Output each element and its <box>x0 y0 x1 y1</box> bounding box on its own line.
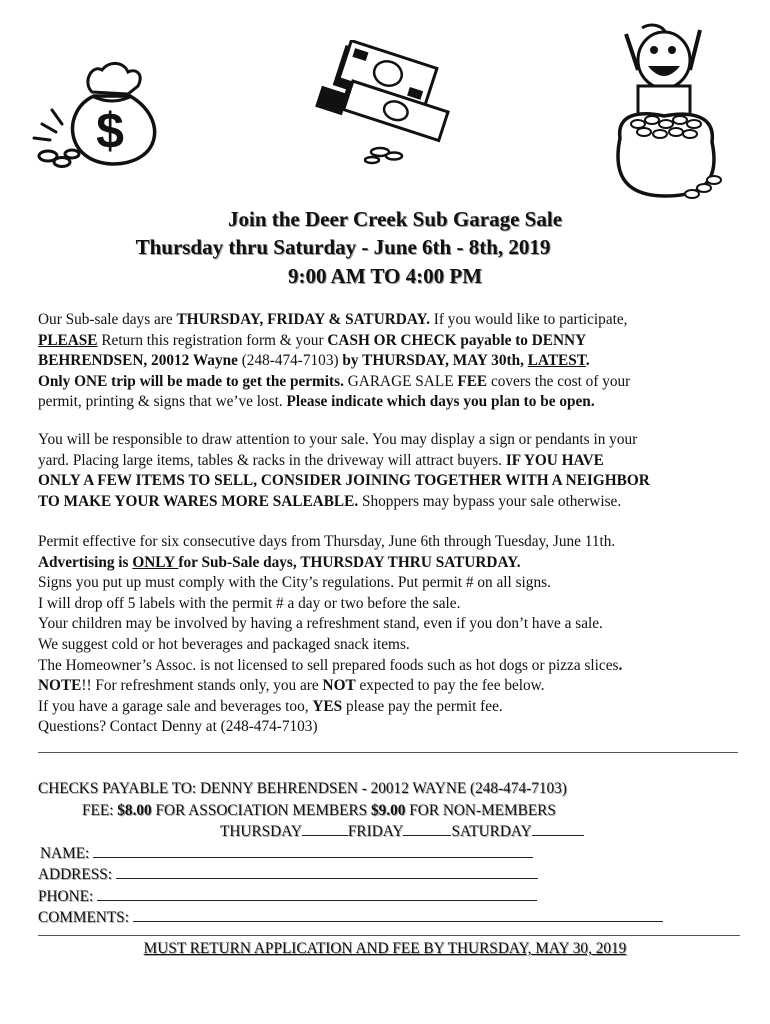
title-line-2: Thursday thru Saturday - June 6th - 8th, 2019 <box>135 235 551 259</box>
phone-field[interactable] <box>97 886 537 901</box>
return-deadline-notice: MUST RETURN APPLICATION AND FEE BY THURSDAY, MAY 30, 2019 <box>143 940 627 957</box>
friday-blank[interactable] <box>403 821 451 836</box>
day-thursday-label: THURSDAY <box>220 823 302 840</box>
divider-line-bottom <box>38 935 740 936</box>
cash-stacks-icon <box>300 40 470 165</box>
checks-payable-line: CHECKS PAYABLE TO: DENNY BEHRENDSEN - 20012 WAYNE (248-474-7103) <box>38 780 567 797</box>
address-row <box>38 864 748 886</box>
happy-man-money-bag-icon <box>608 20 728 202</box>
name-label: NAME: <box>40 844 94 862</box>
address-field[interactable] <box>116 864 538 879</box>
fee-line: FEE: $8.00 FOR ASSOCIATION MEMBERS $9.00 FOR NON-MEMBERS <box>82 801 556 819</box>
phone-label: PHONE: <box>38 887 98 905</box>
saturday-blank[interactable] <box>532 821 584 836</box>
attention-paragraph: You will be responsible to draw attention to your sale. You may display a sign or pendants in your yard. Placing large items, tables & racks in the driveway will attract buyers. IF YOU HAVE ONLY A FEW ITEMS TO SELL, CONSIDER JOINING TOGETHER WITH A NEIGHBOR TO MAKE YOUR WARES MORE SALEABLE. Shoppers may bypass your sale otherwise. <box>38 431 650 510</box>
thursday-blank[interactable] <box>302 821 348 836</box>
rules-paragraph: Permit effective for six consecutive days from Thursday, June 6th through Tuesday, June 11th. Advertising is ONLY for Sub-Sale days, THURSDAY THRU SATURDAY. Signs you put up must comply with the City’s regulations. Put permit # on all signs. I will drop off 5 labels with the permit # a day or two before the sale. Your children may be involved by having a refreshment stand, even if you don’t have a sale. We suggest cold or hot beverages and packaged snack items. The Homeowner’s Assoc. is not licensed to sell prepared foods such as hot dogs or pizza slices. NOTE!! For refreshment stands only, you are NOT expected to pay the fee below. If you have a garage sale and beverages too, YES please pay the permit fee. Questions? Contact Denny at (248-474-7103) <box>38 533 623 736</box>
title-line-1: Join the Deer Creek Sub Garage Sale <box>227 207 563 231</box>
title-line-3: 9:00 AM TO 4:00 PM <box>287 264 483 288</box>
intro-paragraph: Our Sub-sale days are THURSDAY, FRIDAY & SATURDAY. If you would like to participate, PLEASE Return this registration form & your CASH OR CHECK payable to DENNY BEHRENDSEN, 20012 Wayne (248-474-7103) by THURSDAY, MAY 30th, LATEST. Only ONE trip will be made to get the permits. GARAGE SALE FEE covers the cost of your permit, printing & signs that we’ve lost. Please indicate which days you plan to be open. <box>38 311 631 411</box>
comments-label: COMMENTS: <box>38 909 133 926</box>
day-saturday-label: SATURDAY <box>451 823 532 840</box>
name-field[interactable] <box>93 843 533 858</box>
comments-row <box>38 907 748 929</box>
phone-row <box>38 886 748 908</box>
days-line <box>38 821 748 843</box>
registration-form <box>38 778 748 929</box>
day-friday-label: FRIDAY <box>347 823 404 840</box>
money-bag-dollar-icon <box>32 52 172 172</box>
divider-line <box>38 752 738 753</box>
comments-field[interactable] <box>133 907 663 922</box>
name-row <box>38 843 748 865</box>
address-label: ADDRESS: <box>38 866 116 883</box>
svg-text:$: $ <box>96 103 124 159</box>
